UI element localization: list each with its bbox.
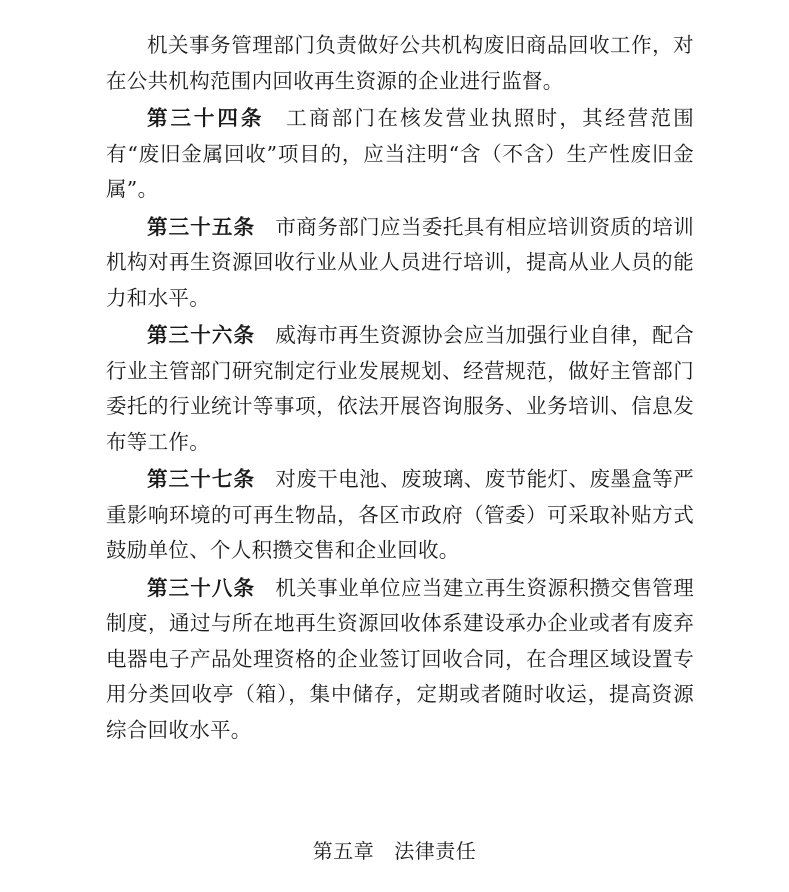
- article-text: 机关事业单位应当建立再生资源积攒交售管理制度，通过与所在地再生资源回收体系建设承办企业或者有废弃电器电子产品处理资格的企业签订回收合同，在合理区域设置专用分类回收亭（箱），集中储存，定期或者随时收运，提高资源综合回收水平。: [106, 575, 695, 742]
- article-text: 市商务部门应当委托具有相应培训资质的培训机构对再生资源回收行业从业人员进行培训，提高从业人员的能力和水平。: [106, 214, 695, 310]
- article-number: 第三十五条: [147, 214, 256, 239]
- chapter-heading: [0, 836, 789, 866]
- article-text: 对废干电池、废玻璃、废节能灯、废墨盒等严重影响环境的可再生物品，各区市政府（管委）可采取补贴方式鼓励单位、个人积攒交售和企业回收。: [106, 467, 695, 562]
- article-text: 工商部门在核发营业执照时，其经营范围有“废旧金属回收”项目的，应当注明“含（不含）生产性废旧金属”。: [106, 106, 695, 201]
- chapter-number: 第五章: [312, 839, 375, 863]
- article-35: [106, 210, 694, 317]
- article-number: 第三十八条: [147, 575, 256, 600]
- intro-text: 机关事务管理部门负责做好公共机构废旧商品回收工作，对在公共机构范围内回收再生资源的企业进行监督。: [106, 33, 694, 93]
- document-body: [106, 28, 694, 750]
- article-number: 第三十四条: [147, 106, 265, 130]
- article-37: [106, 462, 694, 569]
- article-text: 威海市再生资源协会应当加强行业自律，配合行业主管部门研究制定行业发展规划、经营规范，做好主管部门委托的行业统计等事项，依法开展咨询服务、业务培训、信息发布等工作。: [106, 323, 695, 454]
- article-38: [106, 571, 694, 749]
- chapter-title: 法律责任: [394, 839, 477, 863]
- intro-paragraph: [106, 28, 694, 99]
- article-number: 第三十七条: [147, 467, 256, 491]
- article-34: [106, 101, 694, 208]
- article-36: [106, 318, 694, 460]
- article-number: 第三十六条: [147, 323, 256, 347]
